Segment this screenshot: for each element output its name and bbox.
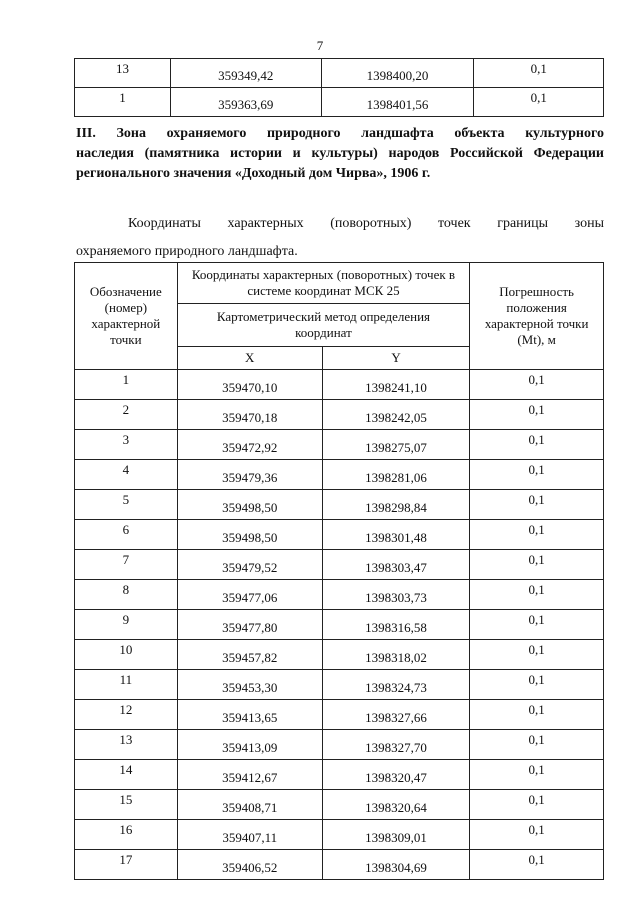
coord-y: 1398327,66 bbox=[322, 700, 469, 730]
coord-x: 359413,09 bbox=[177, 730, 322, 760]
coord-x: 359472,92 bbox=[177, 430, 322, 460]
error-value: 0,1 bbox=[470, 790, 604, 820]
point-id: 10 bbox=[75, 640, 178, 670]
header-coordinates: Координаты характерных (поворотных) точек в системе координат МСК 25 bbox=[177, 263, 470, 304]
coord-y: 1398304,69 bbox=[322, 850, 469, 880]
error-value: 0,1 bbox=[470, 700, 604, 730]
header-point-id: Обозначение (номер) характерной точки bbox=[75, 263, 178, 370]
table-row bbox=[75, 790, 604, 820]
coord-x: 359479,36 bbox=[177, 460, 322, 490]
coord-y: 1398318,02 bbox=[322, 640, 469, 670]
point-id: 8 bbox=[75, 580, 178, 610]
header-error: Погрешность положения характерной точки (Mt), м bbox=[470, 263, 604, 370]
table-row bbox=[75, 59, 604, 88]
error-value: 0,1 bbox=[470, 550, 604, 580]
error-value: 0,1 bbox=[470, 760, 604, 790]
coord-x: 359413,65 bbox=[177, 700, 322, 730]
point-id: 12 bbox=[75, 700, 178, 730]
coord-y: 1398320,64 bbox=[322, 790, 469, 820]
error-value: 0,1 bbox=[470, 850, 604, 880]
point-id: 15 bbox=[75, 790, 178, 820]
coord-x: 359477,80 bbox=[177, 610, 322, 640]
header-y: Y bbox=[322, 347, 469, 370]
coord-x: 359412,67 bbox=[177, 760, 322, 790]
coord-x: 359498,50 bbox=[177, 490, 322, 520]
point-id: 7 bbox=[75, 550, 178, 580]
table-row bbox=[75, 460, 604, 490]
coord-y: 1398401,56 bbox=[321, 88, 474, 117]
coord-x: 359363,69 bbox=[170, 88, 321, 117]
error-value: 0,1 bbox=[470, 670, 604, 700]
table-row bbox=[75, 670, 604, 700]
error-value: 0,1 bbox=[470, 640, 604, 670]
header-x: X bbox=[177, 347, 322, 370]
table-row bbox=[75, 370, 604, 400]
coord-y: 1398316,58 bbox=[322, 610, 469, 640]
table-row bbox=[75, 580, 604, 610]
error-value: 0,1 bbox=[470, 610, 604, 640]
table-row bbox=[75, 700, 604, 730]
table-row bbox=[75, 490, 604, 520]
error-value: 0,1 bbox=[470, 370, 604, 400]
point-id: 9 bbox=[75, 610, 178, 640]
error-value: 0,1 bbox=[470, 730, 604, 760]
page-number: 7 bbox=[316, 38, 324, 53]
point-id: 16 bbox=[75, 820, 178, 850]
continued-table bbox=[74, 58, 604, 117]
intro-paragraph bbox=[76, 210, 604, 266]
table-row bbox=[75, 730, 604, 760]
coord-y: 1398400,20 bbox=[321, 59, 474, 88]
coord-x: 359470,10 bbox=[177, 370, 322, 400]
point-id: 1 bbox=[75, 370, 178, 400]
section-title-line: наследия (памятника истории и культуры) народов Российской Федерации bbox=[76, 146, 604, 161]
error-value: 0,1 bbox=[470, 490, 604, 520]
table-row bbox=[75, 760, 604, 790]
intro-line: охраняемого природного ландшафта. bbox=[76, 244, 298, 259]
point-id: 4 bbox=[75, 460, 178, 490]
coord-x: 359498,50 bbox=[177, 520, 322, 550]
coord-x: 359453,30 bbox=[177, 670, 322, 700]
coord-y: 1398298,84 bbox=[322, 490, 469, 520]
coord-y: 1398281,06 bbox=[322, 460, 469, 490]
coord-x: 359407,11 bbox=[177, 820, 322, 850]
point-id: 14 bbox=[75, 760, 178, 790]
section-title-line: регионального значения «Доходный дом Чирва», 1906 г. bbox=[76, 166, 431, 181]
section-title bbox=[76, 124, 604, 184]
table-row bbox=[75, 520, 604, 550]
error-value: 0,1 bbox=[470, 460, 604, 490]
point-id: 17 bbox=[75, 850, 178, 880]
coord-x: 359457,82 bbox=[177, 640, 322, 670]
coord-x: 359470,18 bbox=[177, 400, 322, 430]
coord-x: 359406,52 bbox=[177, 850, 322, 880]
point-id: 13 bbox=[75, 730, 178, 760]
error-value: 0,1 bbox=[470, 820, 604, 850]
table-row bbox=[75, 850, 604, 880]
table-row bbox=[75, 820, 604, 850]
coord-x: 359479,52 bbox=[177, 550, 322, 580]
point-id: 6 bbox=[75, 520, 178, 550]
table-row bbox=[75, 430, 604, 460]
coord-x: 359408,71 bbox=[177, 790, 322, 820]
coord-y: 1398275,07 bbox=[322, 430, 469, 460]
error-value: 0,1 bbox=[470, 430, 604, 460]
intro-line: Координаты характерных (поворотных) точек границы зоны bbox=[128, 216, 604, 231]
table-row bbox=[75, 88, 604, 117]
section-title-line: III. Зона охраняемого природного ландшафта объекта культурного bbox=[76, 126, 604, 141]
table-row bbox=[75, 550, 604, 580]
error-value: 0,1 bbox=[470, 520, 604, 550]
error-value: 0,1 bbox=[470, 400, 604, 430]
error-value: 0,1 bbox=[470, 580, 604, 610]
coord-y: 1398301,48 bbox=[322, 520, 469, 550]
coord-y: 1398303,73 bbox=[322, 580, 469, 610]
point-id: 2 bbox=[75, 400, 178, 430]
point-id: 3 bbox=[75, 430, 178, 460]
error-value: 0,1 bbox=[474, 88, 604, 117]
coord-x: 359349,42 bbox=[170, 59, 321, 88]
point-id: 1 bbox=[75, 88, 171, 117]
header-method: Картометрический метод определения координат bbox=[177, 304, 470, 347]
coord-x: 359477,06 bbox=[177, 580, 322, 610]
error-value: 0,1 bbox=[474, 59, 604, 88]
coord-y: 1398320,47 bbox=[322, 760, 469, 790]
coord-y: 1398242,05 bbox=[322, 400, 469, 430]
coord-y: 1398303,47 bbox=[322, 550, 469, 580]
table-row bbox=[75, 640, 604, 670]
coordinates-table bbox=[74, 262, 604, 880]
table-row bbox=[75, 610, 604, 640]
table-row bbox=[75, 400, 604, 430]
point-id: 11 bbox=[75, 670, 178, 700]
point-id: 13 bbox=[75, 59, 171, 88]
coord-y: 1398241,10 bbox=[322, 370, 469, 400]
coord-y: 1398309,01 bbox=[322, 820, 469, 850]
point-id: 5 bbox=[75, 490, 178, 520]
coord-y: 1398327,70 bbox=[322, 730, 469, 760]
coord-y: 1398324,73 bbox=[322, 670, 469, 700]
